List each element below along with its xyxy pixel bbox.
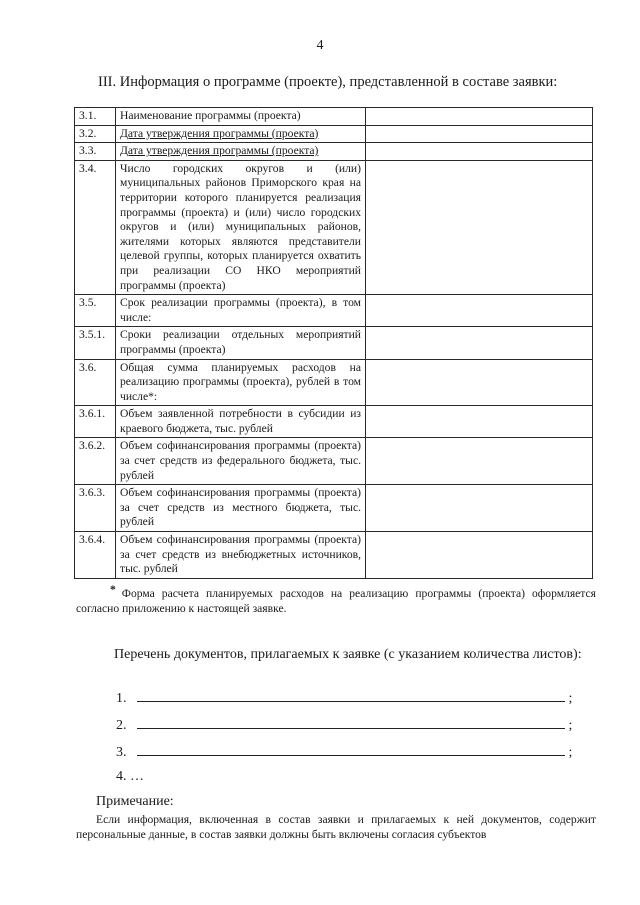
table-row [75,295,593,327]
row-number: 3.6.3. [75,485,116,532]
row-value-cell[interactable] [366,160,593,294]
document-item-end: ; [568,745,573,760]
document-item-end: ; [568,718,573,733]
document-item-1 [116,689,572,707]
row-number: 3.6.1. [75,406,116,438]
row-label: Дата утверждения программы (проекта) [116,143,366,161]
page-number: 4 [316,38,324,53]
table-row [75,327,593,359]
row-value-cell[interactable] [366,532,593,579]
row-value-cell[interactable] [366,359,593,406]
document-item-end: ; [568,691,573,706]
program-info-table-body [75,108,593,579]
table-row [75,125,593,143]
document-item-blank-line[interactable] [137,689,565,702]
row-number: 3.3. [75,143,116,161]
row-value-cell[interactable] [366,327,593,359]
row-number: 3.6.4. [75,532,116,579]
table-row [75,406,593,438]
row-value-cell[interactable] [366,143,593,161]
row-value-cell[interactable] [366,485,593,532]
document-item-number: 2. [116,718,127,733]
footnote-text: Форма расчета планируемых расходов на реализацию программы (проекта) оформляется согласно приложению к настоящей заявке. [76,587,596,615]
row-number: 3.6. [75,359,116,406]
row-label: Общая сумма планируемых расходов на реализацию программы (проекта), рублей в том числе*: [116,359,366,406]
row-label: Объем софинансирования программы (проекта) за счет средств из внебюджетных источников, тыс. рублей [116,532,366,579]
row-number: 3.2. [75,125,116,143]
document-item-blank-line[interactable] [137,716,565,729]
document-item-4: 4. … [116,769,144,784]
table-row [75,143,593,161]
footnote [76,583,596,616]
row-label: Дата утверждения программы (проекта) [116,125,366,143]
document-item-2 [116,716,572,734]
row-label: Объем заявленной потребности в субсидии из краевого бюджета, тыс. рублей [116,406,366,438]
row-label: Сроки реализации отдельных мероприятий программы (проекта) [116,327,366,359]
section-title: III. Информация о программе (проекте), представленной в составе заявки: [98,74,558,90]
document-item-blank-line[interactable] [137,743,565,756]
row-value-cell[interactable] [366,438,593,485]
row-value-cell[interactable] [366,295,593,327]
note-title: Примечание: [96,794,174,809]
table-row [75,359,593,406]
row-label: Срок реализации программы (проекта), в том числе: [116,295,366,327]
row-number: 3.1. [75,108,116,126]
documents-heading: Перечень документов, прилагаемых к заявке (с указанием количества листов): [114,647,582,662]
row-number: 3.5. [75,295,116,327]
row-number: 3.5.1. [75,327,116,359]
row-number: 3.4. [75,160,116,294]
row-value-cell[interactable] [366,108,593,126]
row-value-cell[interactable] [366,406,593,438]
program-info-table [74,107,593,579]
row-value-cell[interactable] [366,125,593,143]
table-row [75,160,593,294]
table-row [75,438,593,485]
row-number: 3.6.2. [75,438,116,485]
table-row [75,532,593,579]
note-text: Если информация, включенная в состав заявки и прилагаемых к ней документов, содержит персональные данные, в состав заявки должны быть включены согласия субъектов [76,813,596,841]
table-row [75,108,593,126]
row-label: Число городских округов и (или) муниципальных районов Приморского края на территории которого планируется реализация программы (проекта) и (или) число городских округов и (или) муниципальных районов, жителями которых являются представители целевой группы, которых планируется охватить при реализации СО НКО мероприятий программы (проекта) [116,160,366,294]
document-item-number: 1. [116,691,127,706]
table-row [75,485,593,532]
row-label: Объем софинансирования программы (проекта) за счет средств из федерального бюджета, тыс. рублей [116,438,366,485]
document-item-number: 3. [116,745,127,760]
row-label: Наименование программы (проекта) [116,108,366,126]
footnote-marker: * [110,583,116,596]
row-label: Объем софинансирования программы (проекта) за счет средств из местного бюджета, тыс. рублей [116,485,366,532]
document-item-3 [116,743,572,761]
